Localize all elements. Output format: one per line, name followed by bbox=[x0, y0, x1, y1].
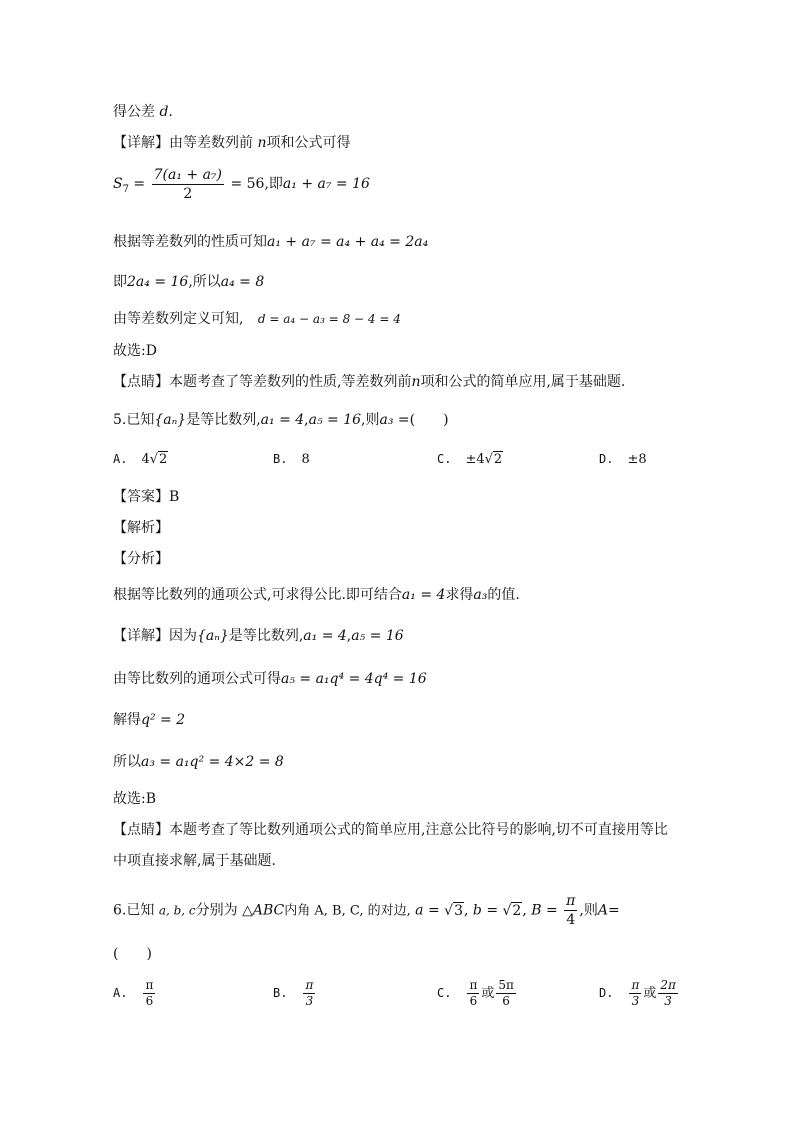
text: , bbox=[464, 902, 469, 919]
text: 分别为 bbox=[195, 902, 238, 919]
fraction bbox=[143, 978, 155, 1009]
fraction bbox=[496, 978, 516, 1009]
text: 因为 bbox=[169, 628, 197, 644]
text: ,则 bbox=[579, 902, 598, 919]
fraction-denominator: 4 bbox=[566, 912, 576, 928]
text: ,则 bbox=[361, 412, 380, 428]
question-6-stem bbox=[113, 892, 620, 930]
math: ±8 bbox=[627, 452, 647, 467]
text-line bbox=[113, 372, 625, 392]
question-5-stem bbox=[113, 410, 449, 430]
answer-choice-line: 故选:D bbox=[113, 343, 157, 359]
text: 6.已知 bbox=[113, 902, 155, 919]
radicand: 2 bbox=[512, 902, 522, 919]
text: 本题考查了等比数列通项公式的简单应用,注意公比符号的影响,切不可直接用等比 bbox=[169, 822, 668, 838]
math: A= bbox=[597, 902, 620, 919]
math: 8 bbox=[301, 452, 310, 467]
math: a₁ = 4 bbox=[260, 412, 305, 428]
option-label: A. bbox=[113, 452, 128, 466]
math: d = a₄ − a₃ = 8 − 4 = 4 bbox=[257, 312, 401, 326]
text-line bbox=[113, 820, 668, 840]
math: {aₙ} bbox=[154, 412, 187, 428]
text: 解得 bbox=[113, 712, 141, 728]
formula-line: $S_7$ = $\frac{\text{7(a₁ + a₇)}}{2}$ = 56,即a₁ + a₇ = 16 bbox=[113, 166, 370, 202]
fraction-denominator: 3 bbox=[664, 994, 672, 1008]
section-tag: 【点睛】 bbox=[113, 374, 169, 390]
text: 根据等差数列的性质可知 bbox=[113, 234, 267, 250]
text: , bbox=[346, 628, 352, 644]
math: b = bbox=[472, 902, 503, 919]
fraction bbox=[303, 978, 315, 1009]
text: 根据等比数列的通项公式,可求得公比.即可结合 bbox=[113, 587, 402, 603]
text: 5.已知 bbox=[113, 412, 155, 428]
text: ( ) bbox=[409, 412, 449, 428]
text: 是等比数列, bbox=[228, 628, 304, 644]
fraction bbox=[658, 978, 678, 1009]
text-line bbox=[113, 272, 264, 292]
text-line bbox=[113, 710, 185, 730]
answer-blank: ( ) bbox=[113, 946, 152, 962]
option-label: A. bbox=[113, 986, 128, 1000]
fraction-denominator: 6 bbox=[145, 994, 154, 1008]
math: a₅ = 16 bbox=[308, 412, 362, 428]
text: , bbox=[522, 902, 527, 919]
sqrt: √2 bbox=[502, 902, 522, 919]
math: a = bbox=[415, 902, 445, 919]
fraction-denominator: 6 bbox=[469, 994, 478, 1008]
fraction-denominator: 6 bbox=[502, 994, 510, 1008]
math-sub: 7 bbox=[122, 184, 129, 195]
math-var: d bbox=[159, 104, 169, 120]
text: 是等比数列, bbox=[186, 412, 261, 428]
option-c bbox=[437, 452, 503, 467]
fraction-denominator: 3 bbox=[631, 994, 640, 1008]
option-label: B. bbox=[273, 986, 288, 1000]
text: ,所以 bbox=[188, 274, 221, 290]
option-a bbox=[113, 452, 168, 467]
math: a₃ = a₁q² = 4×2 = 8 bbox=[141, 754, 284, 770]
fraction-numerator: π bbox=[469, 978, 478, 992]
fraction bbox=[629, 978, 641, 1009]
option-label: C. bbox=[437, 986, 452, 1000]
fraction bbox=[467, 978, 479, 1009]
section-tag: 【详解】 bbox=[113, 135, 169, 151]
text-line bbox=[113, 585, 520, 605]
option-b bbox=[273, 978, 317, 1009]
option-label: D. bbox=[599, 986, 614, 1000]
text: 项和公式可得 bbox=[266, 135, 351, 151]
option-d bbox=[599, 978, 680, 1009]
math: {aₙ} bbox=[197, 628, 229, 644]
fraction-numerator: 2π bbox=[660, 978, 676, 992]
fraction-numerator: 7(a₁ + a₇) bbox=[153, 166, 222, 183]
text: 由等差数列前 bbox=[169, 135, 253, 151]
fraction-denominator: 2 bbox=[183, 185, 193, 202]
math: 4 bbox=[141, 452, 150, 467]
math: ±4 bbox=[465, 452, 485, 467]
text: 的值. bbox=[487, 587, 520, 603]
fraction bbox=[152, 166, 224, 203]
radicand: 3 bbox=[454, 902, 463, 919]
math: q² = 2 bbox=[141, 712, 186, 728]
sqrt: √3 bbox=[444, 902, 463, 919]
fraction-denominator: 3 bbox=[305, 994, 314, 1008]
math-var: n bbox=[411, 374, 421, 390]
text: 或 bbox=[481, 986, 495, 1001]
text: , bbox=[304, 412, 309, 428]
text: 即 bbox=[113, 274, 127, 290]
section-tag: 【分析】 bbox=[113, 551, 169, 567]
text-line bbox=[113, 133, 350, 153]
math: a₁ = 4 bbox=[303, 628, 347, 644]
text-line bbox=[113, 232, 428, 252]
math: a₅ = 16 bbox=[351, 628, 404, 644]
math: B = bbox=[531, 902, 563, 919]
sqrt: √2 bbox=[149, 452, 168, 467]
math: a₅ = a₁q⁴ = 4q⁴ = 16 bbox=[281, 671, 427, 687]
fraction-numerator: 5π bbox=[498, 978, 514, 992]
answer-choice-line: 故选:B bbox=[113, 791, 157, 807]
math: a, b, c bbox=[158, 903, 196, 918]
fraction-numerator: π bbox=[305, 978, 314, 992]
math: a₁ = 4 bbox=[401, 587, 446, 603]
text: 得公差 bbox=[113, 104, 155, 120]
text-line bbox=[113, 752, 284, 772]
text-line bbox=[113, 309, 401, 329]
text: . bbox=[168, 104, 173, 120]
math: a₃ bbox=[473, 587, 488, 603]
math: 2a₄ = 16 bbox=[127, 274, 189, 290]
sqrt: √2 bbox=[484, 452, 503, 467]
option-b bbox=[273, 452, 310, 467]
answer-line: 【答案】B bbox=[113, 489, 180, 505]
option-a bbox=[113, 978, 157, 1009]
fraction bbox=[564, 892, 577, 929]
text: 项和公式的简单应用,属于基础题. bbox=[420, 374, 626, 390]
math: △ABC bbox=[242, 902, 285, 919]
math: a₃ = bbox=[379, 412, 410, 428]
text-line bbox=[113, 626, 404, 646]
section-tag: 【点睛】 bbox=[113, 822, 169, 838]
option-c bbox=[437, 978, 518, 1009]
option-label: C. bbox=[437, 452, 452, 466]
math: a₄ = 8 bbox=[220, 274, 265, 290]
text-line bbox=[113, 102, 173, 122]
section-tag: 【解析】 bbox=[113, 520, 169, 536]
fraction-numerator: π bbox=[566, 893, 576, 909]
math: a₁ + a₇ = a₄ + a₄ = 2a₄ bbox=[267, 234, 429, 250]
text: 由等差数列定义可知, bbox=[113, 311, 244, 327]
text: 所以 bbox=[113, 754, 141, 770]
math: a₁ + a₇ = 16 bbox=[282, 176, 370, 192]
text: 求得 bbox=[445, 587, 474, 603]
text: 或 bbox=[643, 986, 657, 1001]
math: = 56 bbox=[230, 176, 265, 192]
radicand: 2 bbox=[493, 452, 503, 467]
text: 本题考查了等差数列的性质,等差数列前 bbox=[169, 374, 412, 390]
text: 内角 A, B, C, 的对边, bbox=[284, 903, 411, 919]
radicand: 2 bbox=[159, 452, 168, 467]
fraction-numerator: π bbox=[145, 978, 154, 992]
option-label: B. bbox=[273, 452, 288, 466]
section-tag: 【详解】 bbox=[113, 628, 169, 644]
text-line bbox=[113, 669, 427, 689]
math-var: n bbox=[257, 135, 267, 151]
fraction-numerator: π bbox=[631, 978, 640, 992]
text-line: 中项直接求解,属于基础题. bbox=[113, 853, 276, 869]
math-var: S bbox=[113, 176, 123, 192]
option-label: D. bbox=[599, 452, 614, 466]
text: ,即 bbox=[264, 176, 283, 192]
option-d bbox=[599, 452, 647, 467]
text: 由等比数列的通项公式可得 bbox=[113, 671, 281, 687]
